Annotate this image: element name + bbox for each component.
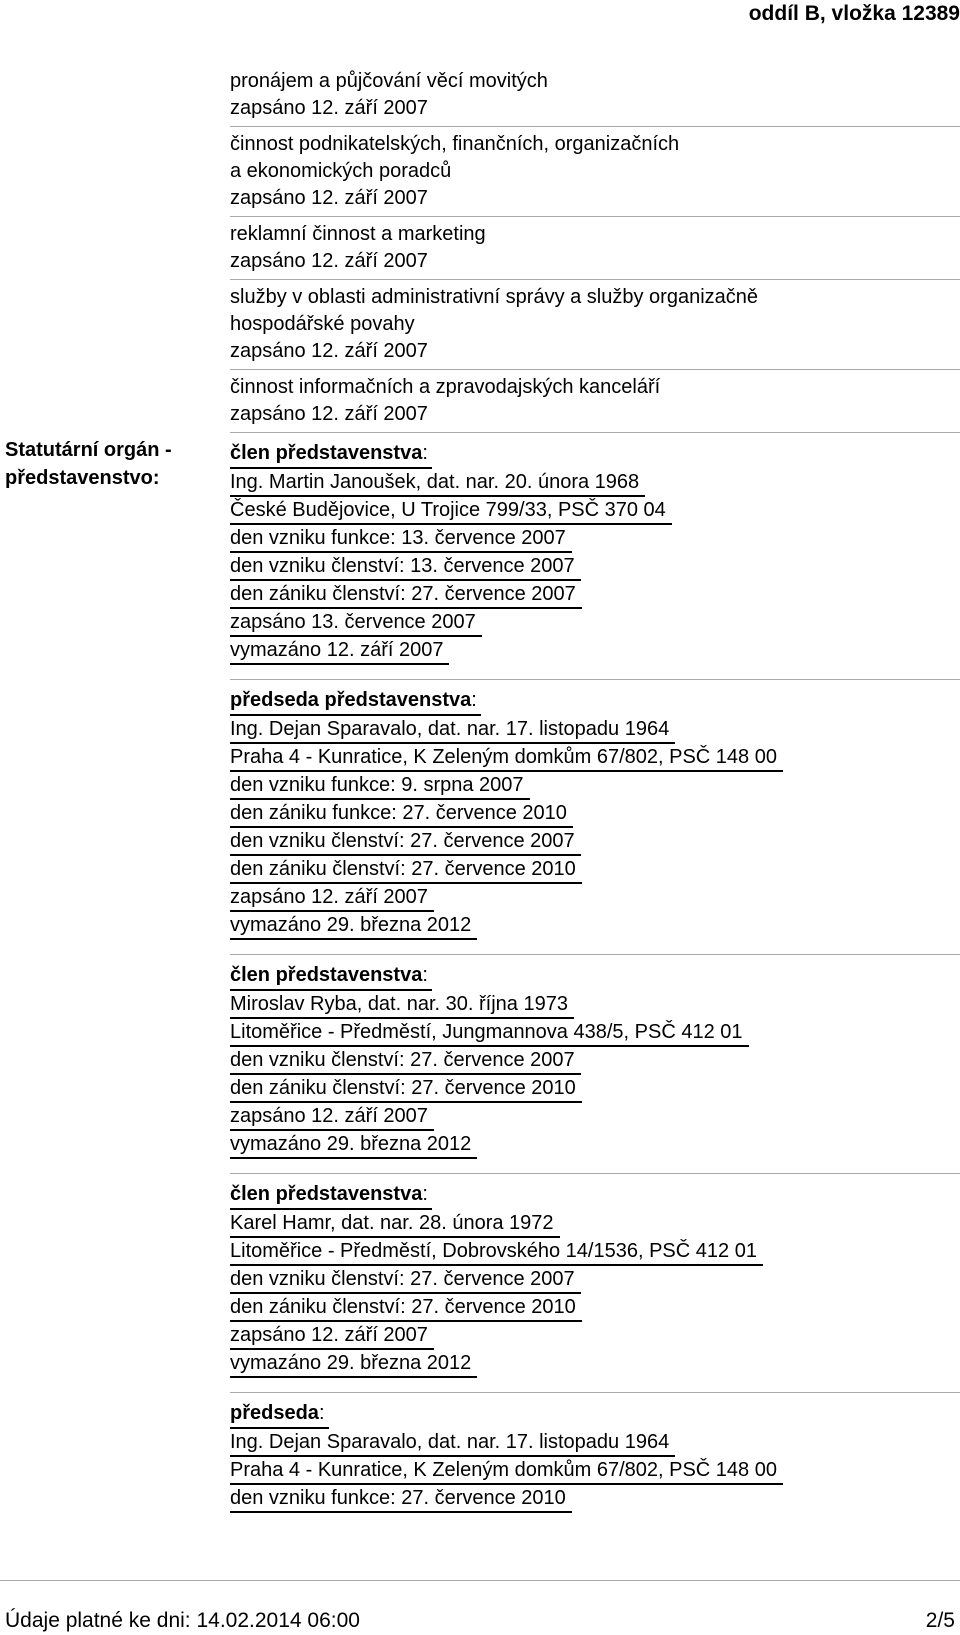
member-recorded-struck: zapsáno 12. září 2007	[230, 1103, 434, 1131]
business-activities-list	[0, 68, 960, 432]
member-detail-struck: den vzniku členství: 27. července 2007	[230, 828, 581, 856]
activity-name: činnost podnikatelských, finančních, organizačních	[230, 133, 680, 155]
member-role-text: člen představenstva	[230, 1183, 423, 1205]
member-name-struck: Ing. Dejan Sparavalo, dat. nar. 17. listopadu 1964	[230, 1429, 675, 1457]
member-address-struck: České Budějovice, U Trojice 799/33, PSČ 370 04	[230, 497, 672, 525]
member-role: člen představenstva:	[230, 961, 432, 991]
member-detail-struck: den zániku členství: 27. července 2010	[230, 1075, 582, 1103]
member-name-struck: Karel Hamr, dat. nar. 28. února 1972	[230, 1210, 560, 1238]
activity-entry	[230, 279, 960, 369]
member-detail-struck: den zániku členství: 27. července 2010	[230, 856, 582, 884]
statutory-members	[230, 432, 960, 1527]
member-role: předseda představenstva:	[230, 686, 481, 716]
member-address-struck: Litoměřice - Předměstí, Jungmannova 438/5, PSČ 412 01	[230, 1019, 749, 1047]
page-header-title: oddíl B, vložka 12389	[748, 2, 960, 25]
activity-recorded-date: zapsáno 12. září 2007	[230, 97, 428, 119]
activity-recorded-date: zapsáno 12. září 2007	[230, 187, 428, 209]
member-name-struck: Ing. Dejan Sparavalo, dat. nar. 17. listopadu 1964	[230, 716, 675, 744]
data-validity-date: Údaje platné ke dni: 14.02.2014 06:00	[5, 1609, 360, 1632]
register-extract	[0, 68, 960, 1527]
member-entry	[230, 679, 960, 954]
member-role-text: člen představenstva	[230, 964, 423, 986]
member-role-text: předseda	[230, 1402, 319, 1424]
page-footer	[0, 1580, 960, 1632]
member-role: předseda:	[230, 1399, 329, 1429]
member-recorded-struck: zapsáno 12. září 2007	[230, 884, 434, 912]
member-deleted-struck: vymazáno 29. března 2012	[230, 912, 477, 940]
member-address-struck: Praha 4 - Kunratice, K Zeleným domkům 67/802, PSČ 148 00	[230, 1457, 783, 1485]
activity-entry	[230, 126, 960, 216]
member-role-text: člen představenstva	[230, 442, 423, 464]
statutory-body-section	[0, 432, 960, 1527]
member-detail-struck: den vzniku členství: 27. července 2007	[230, 1047, 581, 1075]
statutory-body-label-line2: představenstvo:	[5, 467, 160, 489]
member-name-struck: Ing. Martin Janoušek, dat. nar. 20. února 1968	[230, 469, 645, 497]
statutory-body-label-line1: Statutární orgán -	[5, 439, 172, 461]
activity-name-continued: a ekonomických poradců	[230, 160, 452, 182]
member-role: člen představenstva:	[230, 1180, 432, 1210]
member-detail-struck: den vzniku členství: 27. července 2007	[230, 1266, 581, 1294]
activity-name: reklamní činnost a marketing	[230, 223, 486, 245]
member-entry	[230, 954, 960, 1173]
activity-name: činnost informačních a zpravodajských kanceláří	[230, 376, 661, 398]
member-detail-struck: den vzniku funkce: 9. srpna 2007	[230, 772, 530, 800]
member-entry	[230, 432, 960, 679]
member-entry	[230, 1392, 960, 1527]
member-deleted-struck: vymazáno 29. března 2012	[230, 1131, 477, 1159]
member-detail-struck: den zániku funkce: 27. července 2010	[230, 800, 573, 828]
activity-name: služby v oblasti administrativní správy a služby organizačně	[230, 286, 759, 308]
member-address-struck: Praha 4 - Kunratice, K Zeleným domkům 67/802, PSČ 148 00	[230, 744, 783, 772]
activity-recorded-date: zapsáno 12. září 2007	[230, 340, 428, 362]
member-detail-struck: den zániku členství: 27. července 2007	[230, 581, 582, 609]
member-detail-struck: den vzniku funkce: 27. července 2010	[230, 1485, 572, 1513]
activity-entry	[230, 216, 960, 279]
member-role: člen představenstva:	[230, 439, 432, 469]
activity-recorded-date: zapsáno 12. září 2007	[230, 403, 428, 425]
activity-recorded-date: zapsáno 12. září 2007	[230, 250, 428, 272]
member-deleted-struck: vymazáno 29. března 2012	[230, 1350, 477, 1378]
member-recorded-struck: zapsáno 12. září 2007	[230, 1322, 434, 1350]
member-name-struck: Miroslav Ryba, dat. nar. 30. října 1973	[230, 991, 574, 1019]
activity-entry	[230, 369, 960, 432]
activity-name: pronájem a půjčování věcí movitých	[230, 70, 548, 92]
member-deleted-struck: vymazáno 12. září 2007	[230, 637, 449, 665]
page-number: 2/5	[925, 1609, 955, 1632]
member-entry	[230, 1173, 960, 1392]
member-address-struck: Litoměřice - Předměstí, Dobrovského 14/1536, PSČ 412 01	[230, 1238, 763, 1266]
member-detail-struck: den zániku členství: 27. července 2010	[230, 1294, 582, 1322]
member-role-text: předseda představenstva	[230, 689, 472, 711]
activity-entry	[230, 68, 960, 126]
member-detail-struck: den vzniku členství: 13. července 2007	[230, 553, 581, 581]
member-recorded-struck: zapsáno 13. července 2007	[230, 609, 482, 637]
statutory-body-label	[0, 432, 230, 1527]
member-detail-struck: den vzniku funkce: 13. července 2007	[230, 525, 572, 553]
activity-name-continued: hospodářské povahy	[230, 313, 415, 335]
